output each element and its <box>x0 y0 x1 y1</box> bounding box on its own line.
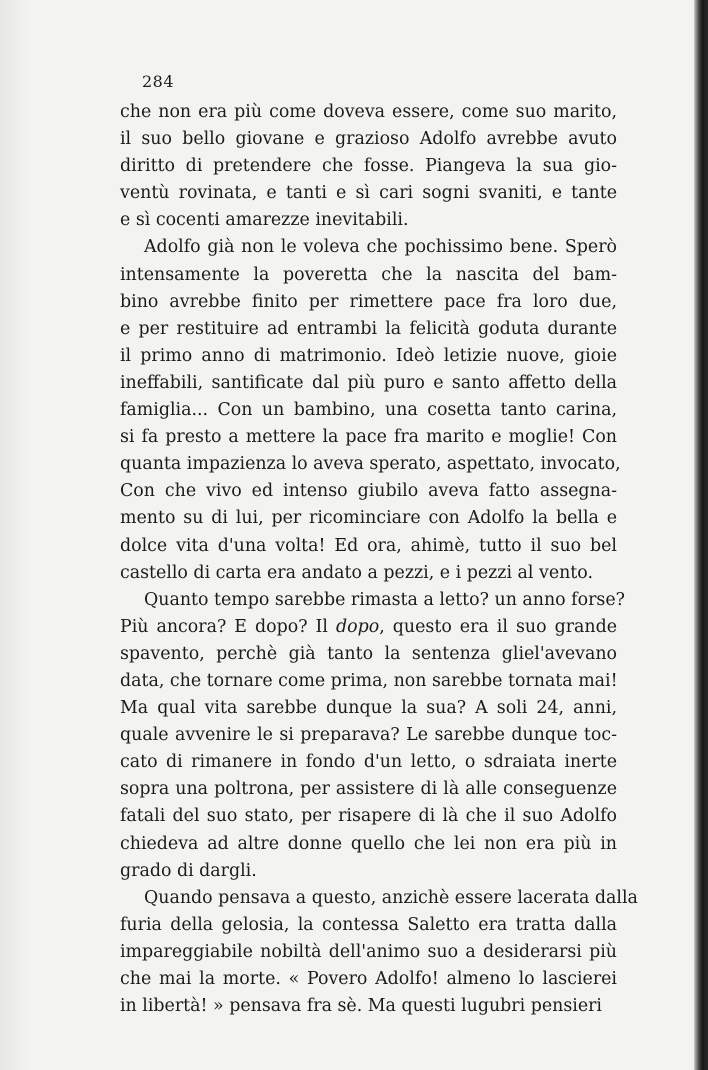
text-line: Con che vivo ed intenso giubilo aveva fatto assegna- <box>120 481 617 502</box>
text-line: Quanto tempo sarebbe rimasta a letto? un anno forse? <box>144 589 625 610</box>
text-line: Più ancora? E dopo? Il dopo, questo era il suo grande <box>120 616 618 637</box>
text-line: bino avrebbe finito per rimettere pace fra loro due, <box>120 291 617 312</box>
text-line: si fa presto a mettere la pace fra marito e moglie! Con <box>120 427 617 448</box>
text-line: cato di rimanere in fondo d'un letto, o sdraiata inerte <box>120 752 617 773</box>
text-line: chiedeva ad altre donne quello che lei non era più in <box>120 833 617 854</box>
text-line: ineffabili, santificate dal più puro e santo affetto della <box>120 372 617 393</box>
body-text <box>120 99 638 1020</box>
text-line: quale avvenire le si preparava? Le sarebbe dunque toc- <box>120 725 617 746</box>
text-line: che non era più come doveva essere, come suo marito, <box>120 102 617 122</box>
text-line: furia della gelosia, la contessa Saletto era tratta dalla <box>120 914 617 935</box>
text-line: famiglia... Con un bambino, una cosetta tanto carina, <box>120 400 617 421</box>
text-line: data, che tornare come prima, non sarebbe tornata mai! <box>120 670 618 691</box>
text-line: e per restituire ad entrambi la felicità goduta durante <box>120 318 617 339</box>
text-line: diritto di pretendere che fosse. Piangeva la sua gio- <box>120 156 617 177</box>
text-line: dolce vita d'una volta! Ed ora, ahimè, tutto il suo bel <box>120 535 617 556</box>
text-line: ventù rovinata, e tanti e sì cari sogni svaniti, e tante <box>120 183 617 204</box>
text-line: sopra una poltrona, per assistere di là alle conseguenze <box>120 779 617 800</box>
paragraph <box>120 885 638 1020</box>
text-line: che mai la morte. « Povero Adolfo! almeno lo lascierei <box>120 969 617 989</box>
text-line: Ma qual vita sarebbe dunque la sua? A soli 24, anni, <box>120 698 617 719</box>
text-line: Adolfo già non le voleva che pochissimo bene. Sperò <box>144 237 617 258</box>
page-shadow <box>0 0 30 1070</box>
text-line: in libertà! » pensava fra sè. Ma questi lugubri pensieri <box>120 996 602 1017</box>
text-line: quanta impazienza lo aveva sperato, aspettato, invocato, <box>120 454 621 475</box>
text-line: Quando pensava a questo, anzichè essere lacerata dalla <box>144 887 638 908</box>
book-spine-edge <box>694 0 708 1070</box>
text-line: intensamente la poveretta che la nascita del bam- <box>120 264 617 285</box>
paragraph <box>120 587 625 885</box>
text-line: il suo bello giovane e grazioso Adolfo avrebbe avuto <box>120 129 617 150</box>
text-line: castello di carta era andato a pezzi, e i pezzi al vento. <box>120 562 593 583</box>
paragraph <box>120 99 617 234</box>
text-line: spavento, perchè già tanto la sentenza gliel'avevano <box>120 643 617 664</box>
text-line: e sì cocenti amarezze inevitabili. <box>120 210 409 231</box>
page-number: 284 <box>142 72 175 91</box>
text-line: il primo anno di matrimonio. Ideò letizie nuove, gioie <box>120 345 617 366</box>
text-line: fatali del suo stato, per risapere di là che il suo Adolfo <box>120 806 617 827</box>
text-line: grado di dargli. <box>120 860 257 881</box>
text-line: impareggiabile nobiltà dell'animo suo a desiderarsi più <box>120 941 617 962</box>
paragraph <box>120 234 621 586</box>
text-line: mento su di lui, per ricominciare con Adolfo la bella e <box>120 508 617 529</box>
